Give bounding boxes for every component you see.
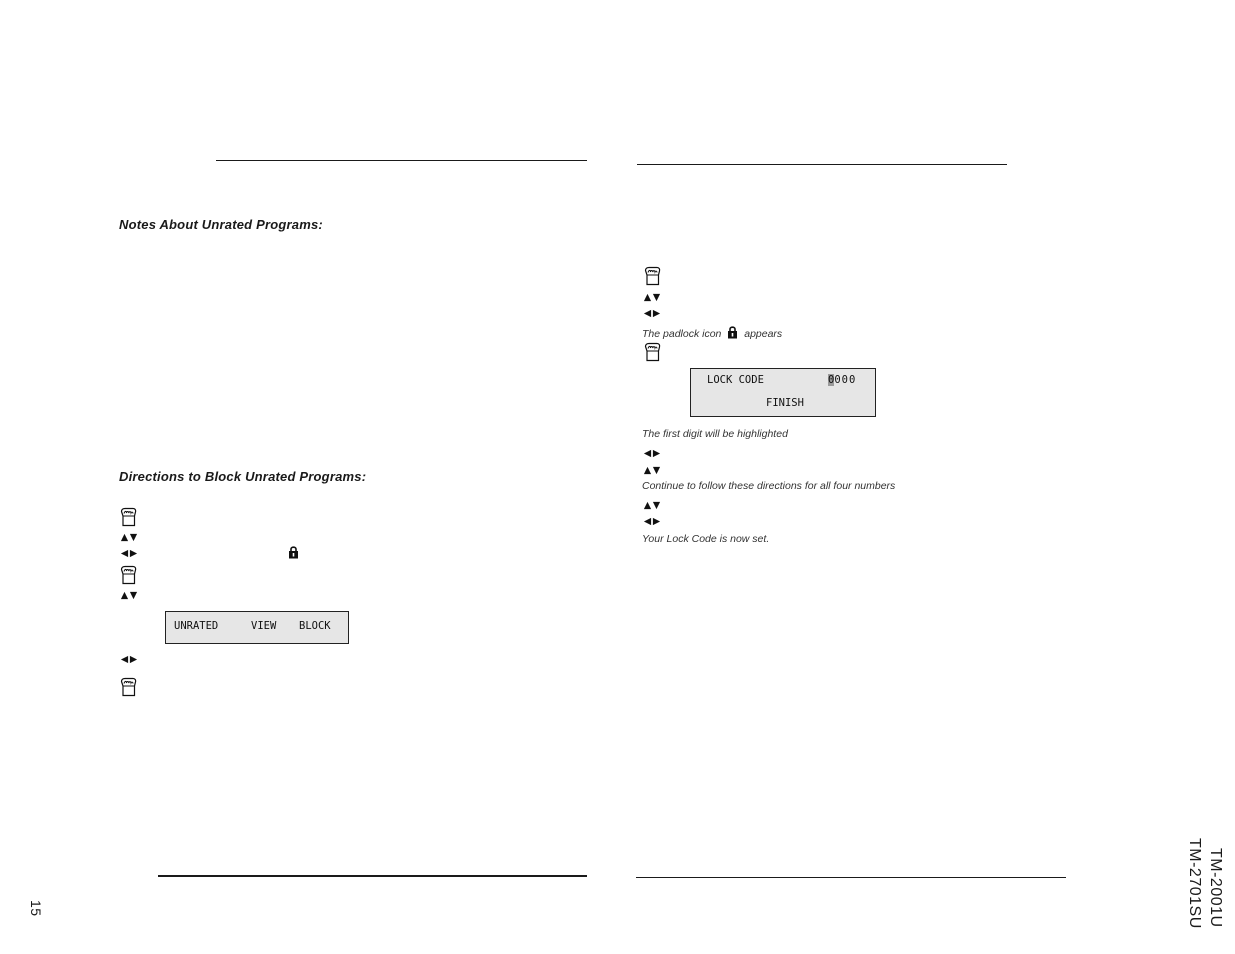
padlock-note (642, 325, 782, 340)
left-right-arrows-icon (643, 449, 661, 458)
up-down-arrows-icon (120, 591, 138, 600)
continue-note: Continue to follow these directions for all four numbers (642, 480, 896, 492)
osd-lock-code-label: LOCK CODE (707, 374, 764, 386)
notes-heading: Notes About Unrated Programs: (119, 217, 323, 232)
lock-code-set-note: Your Lock Code is now set. (642, 533, 770, 545)
osd-finish-label: FINISH (766, 397, 804, 409)
model-number-1: TM-2001U (1207, 848, 1224, 928)
left-right-arrows-icon (120, 549, 138, 558)
left-footer-rule (158, 875, 587, 877)
directions-heading: Directions to Block Unrated Programs: (119, 469, 367, 484)
model-number-2: TM-2701SU (1186, 838, 1203, 929)
right-footer-rule (636, 877, 1066, 878)
up-down-arrows-icon (643, 466, 661, 475)
padlock-note-after: appears (744, 328, 783, 340)
osd-unrated-label: UNRATED (174, 620, 219, 632)
padlock-icon (727, 325, 738, 339)
padlock-icon (288, 545, 299, 559)
left-right-arrows-icon (643, 517, 661, 526)
osd-block-option: BLOCK (299, 620, 331, 632)
osd-highlighted-digit: 0 (828, 374, 835, 386)
lock-code-osd-box (690, 368, 876, 417)
osd-view-option: VIEW (251, 620, 277, 632)
hand-press-icon (642, 342, 662, 362)
up-down-arrows-icon (120, 533, 138, 542)
left-header-rule (216, 160, 587, 161)
left-right-arrows-icon (120, 655, 138, 664)
left-right-arrows-icon (643, 309, 661, 318)
unrated-osd-box (165, 611, 349, 644)
hand-press-icon (118, 565, 138, 585)
up-down-arrows-icon (643, 501, 661, 510)
osd-remaining-digits: 000 (834, 374, 857, 386)
right-header-rule (637, 164, 1007, 165)
hand-press-icon (118, 507, 138, 527)
page-number: 15 (28, 900, 44, 917)
first-digit-note: The first digit will be highlighted (642, 428, 788, 440)
up-down-arrows-icon (643, 293, 661, 302)
osd-lock-code-digits (828, 374, 856, 386)
hand-press-icon (642, 266, 662, 286)
padlock-note-before: The padlock icon (642, 328, 722, 340)
hand-press-icon (118, 677, 138, 697)
